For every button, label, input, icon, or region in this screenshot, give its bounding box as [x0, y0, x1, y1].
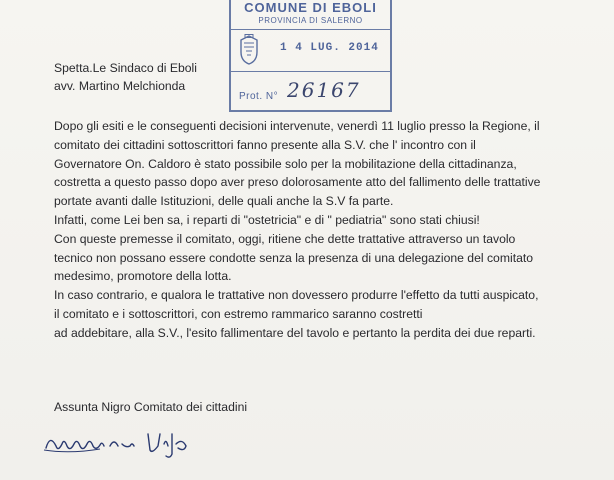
stamp-provincia: PROVINCIA DI SALERNO — [258, 16, 363, 25]
signatory-line: Assunta Nigro Comitato dei cittadini — [54, 400, 248, 414]
body-line: Governatore On. Caldoro è stato possibile solo per la mobilitazione della cittadinanza, — [54, 156, 517, 171]
stamp-date: 1 4 LUG. 2014 — [280, 42, 379, 54]
body-line: medesimo, promotore della lotta. — [54, 269, 232, 284]
stamp-protocol-label: Prot. N° — [239, 91, 279, 102]
stamp-header — [231, 0, 390, 30]
body-line: ad addebitare, alla S.V., l'esito fallimentare del tavolo e pertanto la perdita dei due reparti. — [54, 325, 536, 340]
body-line: costretta a questo passo dopo aver preso dolorosamente atto del fallimento delle trattative — [54, 175, 541, 190]
body-line: Con queste premesse il comitato, oggi, ritiene che dette trattative attraverso un tavolo — [54, 231, 516, 246]
recipient-line-1: Spetta.Le Sindaco di Eboli — [54, 61, 197, 75]
recipient-line-2: avv. Martino Melchionda — [54, 79, 186, 93]
body-line: Infatti, come Lei ben sa, i reparti di "ostetricia" e di " pediatria" sono stati chiusi! — [54, 212, 480, 227]
stamp-comune: COMUNE DI EBOLI — [244, 0, 377, 15]
protocol-stamp — [229, 0, 392, 112]
body-line: portate avanti dalle Istituzioni, delle quali anche la S.V fa parte. — [54, 194, 394, 209]
body-line: il comitato e i sottoscrittori, con estremo rammarico saranno costretti — [54, 306, 423, 321]
body-line: comitato dei cittadini sottoscrittori fanno presente alla S.V. che l' incontro con il — [54, 137, 476, 152]
crest-icon — [237, 34, 261, 66]
body-line: tecnico non possano essere condotte senza la presenza di una delegazione del comitato — [54, 250, 534, 265]
stamp-date-row — [231, 29, 390, 72]
letter-body — [54, 117, 540, 343]
stamp-protocol-number: 26167 — [287, 78, 361, 102]
body-line: Dopo gli esiti e le conseguenti decisioni intervenute, venerdì 11 luglio presso la Regione, il — [54, 119, 540, 133]
body-line: In caso contrario, e qualora le trattative non dovessero produrre l'effetto da tutti auspicato, — [54, 288, 539, 303]
handwritten-signature — [40, 424, 200, 460]
